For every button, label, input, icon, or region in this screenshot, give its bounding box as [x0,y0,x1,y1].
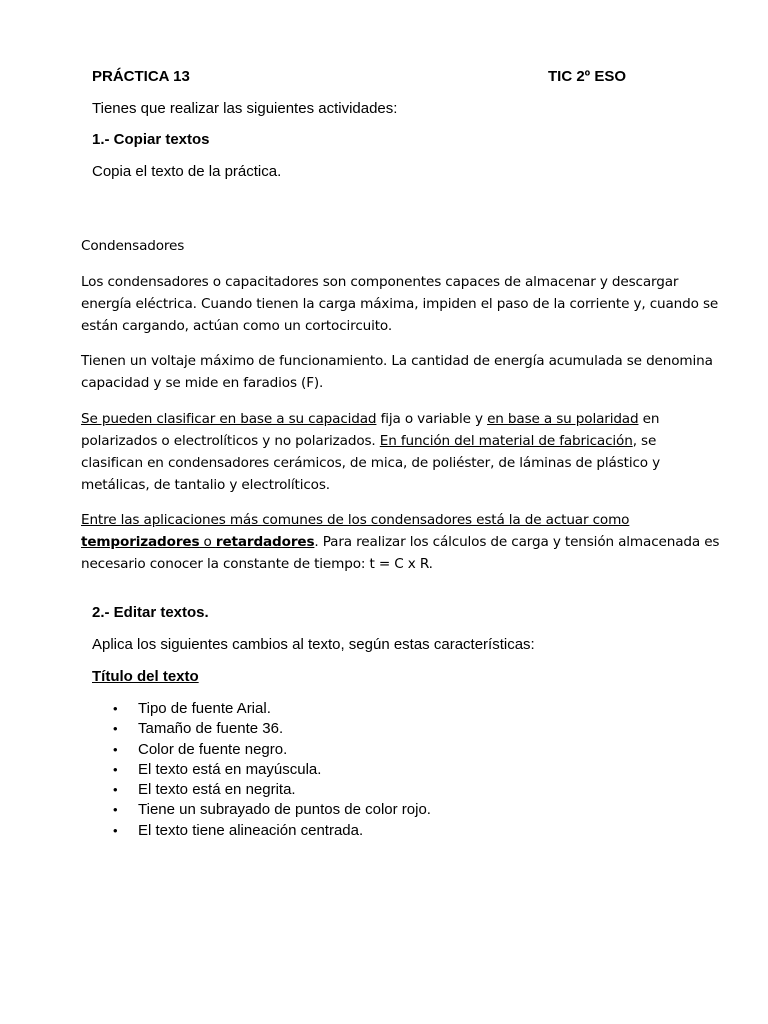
embedded-title: Condensadores [81,238,185,254]
underlined-phrase: Se pueden clasificar en base a su capacidad [81,411,377,427]
bullet-icon: • [113,701,118,716]
list-item: • Color de fuente negro. [113,740,431,760]
embedded-p4-line: temporizadores o retardadores. Para realizar los cálculos de carga y tensión almacenada es [81,534,720,550]
section1-heading: 1.- Copiar textos [92,131,210,148]
embedded-p2-line: Tienen un voltaje máximo de funcionamiento. La cantidad de energía acumulada se denomina [81,353,713,369]
embedded-p1-line: están cargando, actúan como un cortocircuito. [81,318,393,334]
bullet-icon: • [113,822,118,838]
list-item: • Tipo de fuente Arial. [113,699,431,719]
course-label: TIC 2º ESO [548,68,626,85]
embedded-p3-line: Se pueden clasificar en base a su capacidad fija o variable y en base a su polaridad en [81,411,660,427]
underlined-phrase: En función del material de fabricación [379,433,633,449]
list-item: • Tamaño de fuente 36. [113,719,431,739]
formatting-list [113,699,431,841]
embedded-p4-line: necesario conocer la constante de tiempo: t = C x R. [81,556,433,572]
section2-heading: 2.- Editar textos. [92,604,209,621]
underlined-phrase: en base a su polaridad [487,411,639,427]
embedded-p2-line: capacidad y se mide en faradios (F). [81,375,324,391]
bullet-icon: • [113,761,118,777]
bullet-icon: • [113,802,118,818]
list-item: • El texto está en mayúscula. [113,760,431,780]
section2-instruction: Aplica los siguientes cambios al texto, según estas características: [92,636,535,653]
embedded-p3-line: polarizados o electrolíticos y no polarizados. En función del material de fabricación, se [81,433,657,449]
bold-underlined-term: retardadores [215,534,315,550]
bullet-icon: • [113,721,118,737]
embedded-p4-line: Entre las aplicaciones más comunes de los condensadores está la de actuar como [81,512,630,528]
list-item: • El texto está en negrita. [113,780,431,800]
embedded-p3-line: clasifican en condensadores cerámicos, de mica, de poliéster, de láminas de plástico y [81,455,661,471]
bullet-icon: • [113,782,118,798]
section2-subheading: Título del texto [92,668,199,685]
list-item: • Tiene un subrayado de puntos de color rojo. [113,800,431,820]
intro-text: Tienes que realizar las siguientes actividades: [92,100,398,117]
bold-underlined-term: temporizadores [81,534,200,550]
embedded-p1-line: Los condensadores o capacitadores son componentes capaces de almacenar y descargar [81,274,679,290]
bullet-icon: • [113,741,118,757]
section1-instruction: Copia el texto de la práctica. [92,163,282,180]
embedded-p3-line: metálicas, de tantalio y electrolíticos. [81,477,330,493]
embedded-p1-line: energía eléctrica. Cuando tienen la carga máxima, impiden el paso de la corriente y, cuando se [81,296,719,312]
list-item: • El texto tiene alineación centrada. [113,821,431,841]
practice-title: PRÁCTICA 13 [92,68,190,85]
